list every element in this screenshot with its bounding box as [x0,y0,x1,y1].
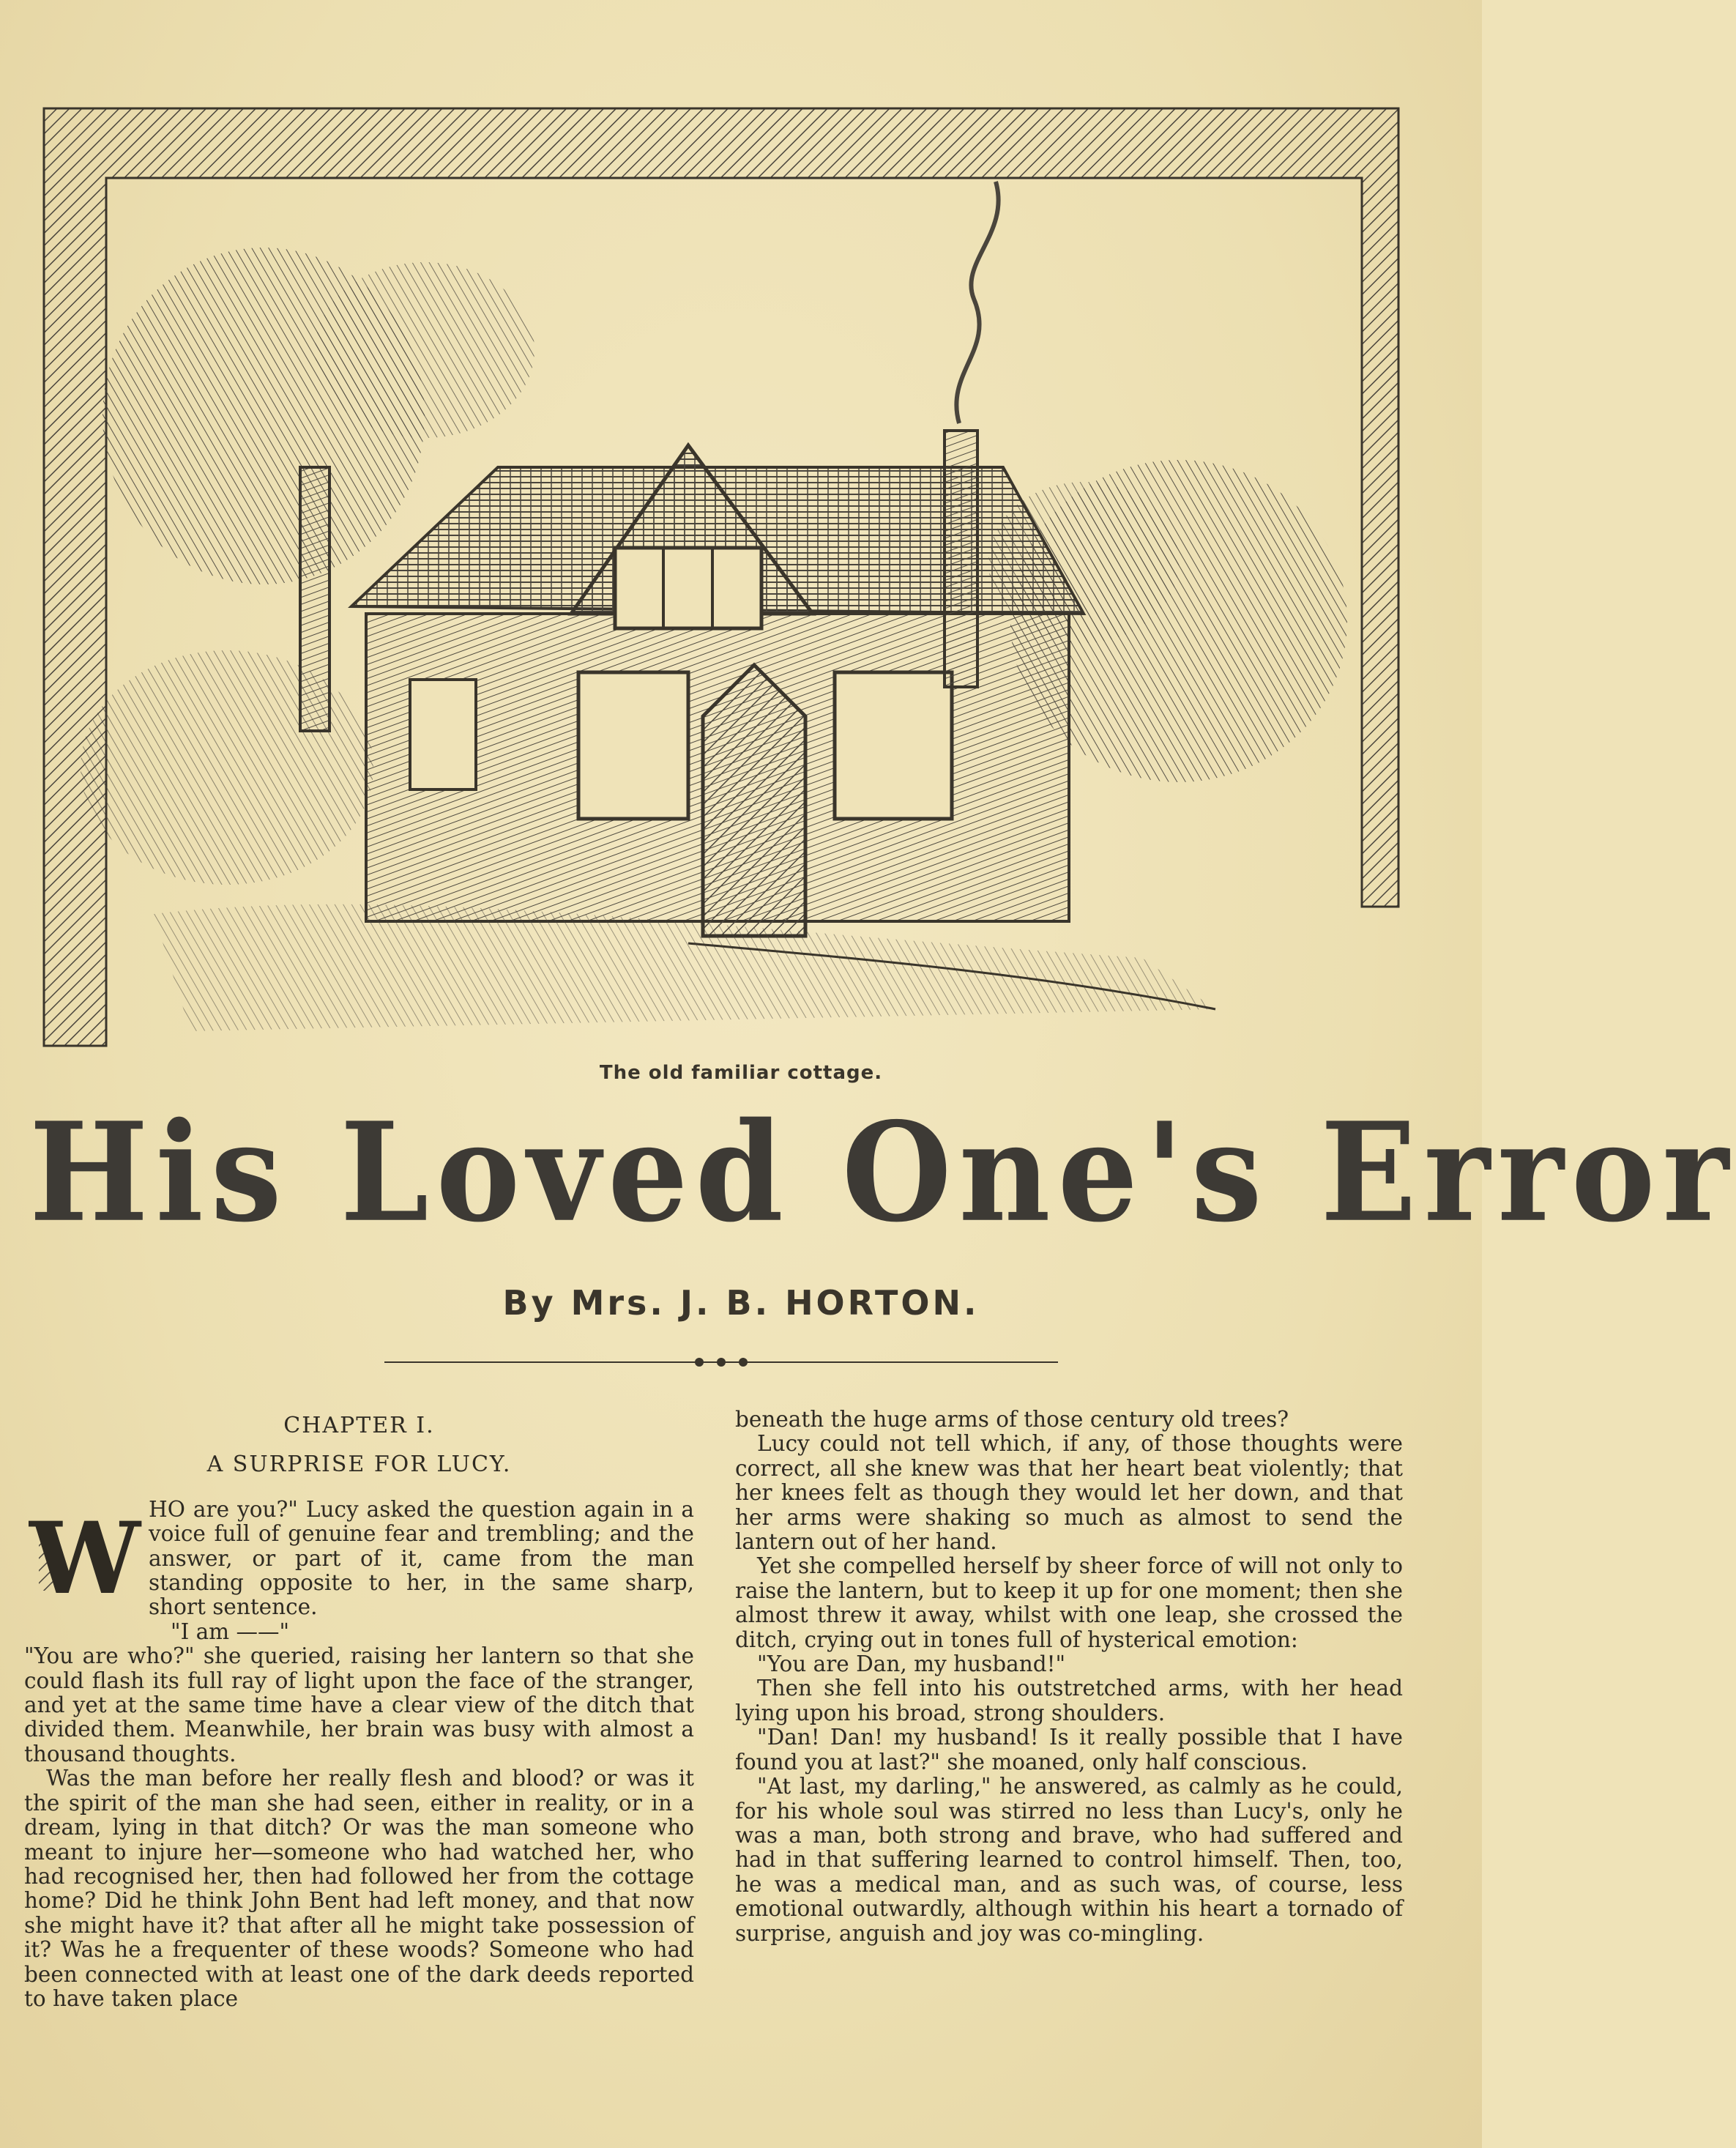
chapter-number: CHAPTER I. [283,1413,435,1438]
paragraph: Was the man before her really flesh and blood? or was it the spirit of the man she had seen, either in reality, or in a dream, lying in that ditch? Or was the man someone who meant to injure her—someone who had watched her, who had recognised her, then had followed her from the cottage home? Did he think John Bent had left money, and that now she might have it? that after all he might take possession of it? Was he a frequenter of these woods? Someone who had been connected with at least one of the dark deeds reported to have taken place [24,1766,694,2011]
paragraph: beneath the huge arms of those century old trees? [735,1407,1289,1432]
paragraph: Then she fell into his outstretched arms, with her head lying upon his broad, strong shoulders. [735,1676,1403,1725]
paragraph: Lucy could not tell which, if any, of those thoughts were correct, all she knew was that her heart beat violently; that her knees felt as though they would let her down, and that her arms were shaking so much as almost to send the lantern out of her hand. [735,1431,1403,1555]
cottage-illustration [44,108,1398,1046]
paragraph: "You are Dan, my husband!" [757,1651,1066,1677]
paragraph: "At last, my darling," he answered, as calmly as he could, for his whole soul was stirred no less than Lucy's, only he was a man, both strong and brave, who had suffered and had in that suffering learned to control himself. Then, too, he was a medical man, and as such was, of course, less emotional outwardly, although within his heart a tornado of surprise, anguish and joy was co-mingling. [735,1774,1403,1946]
left-column [24,1406,694,2011]
chapter-title: A SURPRISE FOR LUCY. [206,1452,512,1478]
ornamental-rule [384,1355,1058,1370]
illustration-caption: The old familiar cottage. [599,1062,883,1084]
garden-path [154,904,1215,1031]
paragraph-text: HO are you?" Lucy asked the question again in a voice full of genuine fear and trembling; and the answer, or part of it, came from the man standing opposite to her, in the same sharp, short sentence. [149,1496,694,1620]
article-title: His Loved One's Error [29,1091,1736,1253]
paragraph: "I am ——" [171,1619,290,1644]
opening-paragraph [24,1498,694,1620]
paragraph: "Dan! Dan! my husband! Is it really possible that I have found you at last?" she moaned, only half conscious. [735,1725,1403,1774]
article-byline: By Mrs. J. B. HORTON. [502,1283,980,1323]
paragraph: Yet she compelled herself by sheer force of will not only to raise the lantern, but to keep it up for one moment; then she almost threw it away, whilst with one leap, she crossed the ditch, crying out in tones full of hysterical emotion: [735,1553,1403,1652]
drop-cap-text: W [29,1499,141,1616]
paragraph: "You are who?" she queried, raising her lantern so that she could flash its full ray of light upon the face of the stranger, and yet at the same time have a clear view of the ditch that divided them. Meanwhile, her brain was busy with almost a thousand thoughts. [24,1643,694,1766]
right-column [735,1408,1403,1946]
drop-cap-letter [29,1499,141,1616]
